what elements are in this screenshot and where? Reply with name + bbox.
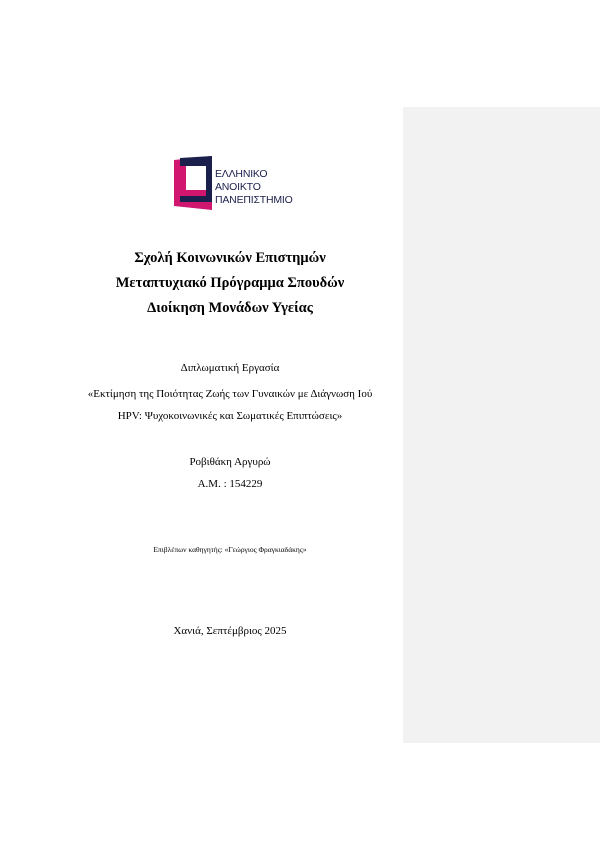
logo-text-line1: ΕΛΛΗΝΙΚΟ xyxy=(215,168,268,180)
program-heading: Μεταπτυχιακό Πρόγραμμα Σπουδών xyxy=(115,275,345,291)
track-heading: Διοίκηση Μονάδων Υγείας xyxy=(147,300,313,316)
logo-text-line2: ΑΝΟΙΚΤΟ xyxy=(215,181,261,193)
university-logo-text xyxy=(215,168,293,207)
university-logo-mark-icon xyxy=(174,156,214,212)
university-logo xyxy=(174,156,293,214)
thesis-title-line2: HPV: Ψυχοκοινωνικές και Σωματικές Επιπτώσεις» xyxy=(117,410,343,422)
school-heading: Σχολή Κοινωνικών Επιστημών xyxy=(134,250,326,266)
logo-text-line3: ΠΑΝΕΠΙΣΤΗΜΙΟ xyxy=(215,194,293,206)
thesis-type: Διπλωματική Εργασία xyxy=(180,362,280,374)
thesis-title-line1: «Εκτίμηση της Ποιότητας Ζωής των Γυναικών με Διάγνωση Ιού xyxy=(87,388,373,400)
author-name: Ροβιθάκη Αργυρώ xyxy=(189,456,271,468)
side-panel xyxy=(403,107,600,743)
student-id: Α.Μ. : 154229 xyxy=(197,478,263,490)
supervisor: Επιβλέπων καθηγητής: «Γεώργιος Φραγκιαδάκης» xyxy=(153,545,307,554)
place-date: Χανιά, Σεπτέμβριος 2025 xyxy=(173,625,287,637)
